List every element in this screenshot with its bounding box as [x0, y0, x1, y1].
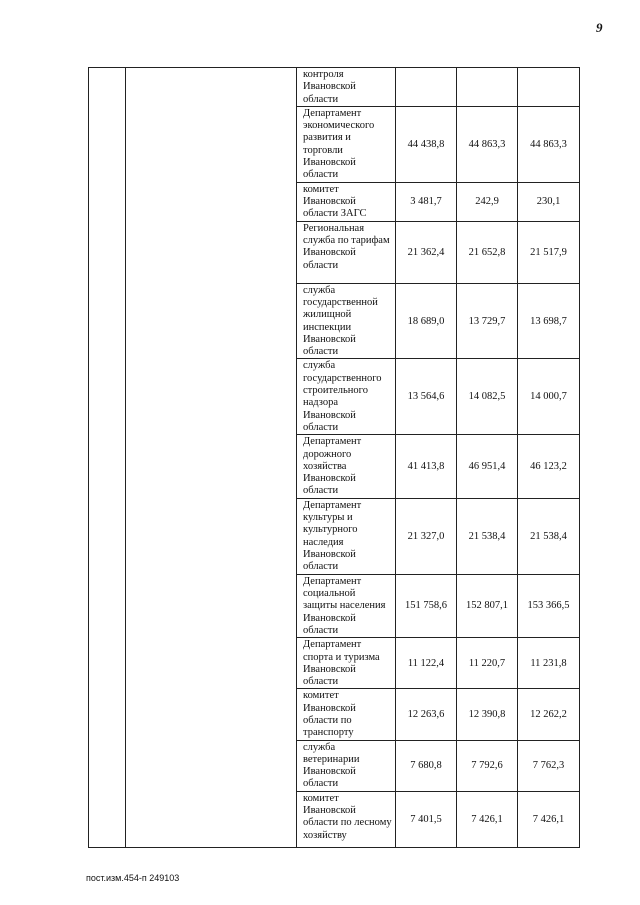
department-name: Региональная служба по тарифам Ивановской области	[297, 221, 396, 283]
value-cell: 14 000,7	[518, 359, 580, 435]
department-name: Департамент дорожного хозяйства Ивановской области	[297, 435, 396, 498]
department-name: Департамент спорта и туризма Ивановской области	[297, 638, 396, 689]
department-name: служба ветеринарии Ивановской области	[297, 740, 396, 791]
table-row	[89, 68, 580, 107]
value-cell: 21 327,0	[396, 498, 457, 574]
value-cell: 46 951,4	[457, 435, 518, 498]
value-cell: 13 729,7	[457, 283, 518, 359]
footer-note: пост.изм.454-п 249103	[86, 873, 180, 883]
page-number: 9	[596, 20, 603, 35]
department-name: комитет Ивановской области по транспорту	[297, 689, 396, 740]
value-cell: 46 123,2	[518, 435, 580, 498]
value-cell: 11 122,4	[396, 638, 457, 689]
value-cell: 3 481,7	[396, 182, 457, 221]
index-column-cell	[89, 68, 126, 848]
value-cell	[518, 68, 580, 107]
value-cell: 12 263,6	[396, 689, 457, 740]
value-cell: 7 680,8	[396, 740, 457, 791]
value-cell: 44 863,3	[518, 106, 580, 182]
value-cell: 11 220,7	[457, 638, 518, 689]
value-cell: 12 262,2	[518, 689, 580, 740]
department-name: служба государственного строительного надзора Ивановской области	[297, 359, 396, 435]
value-cell: 21 652,8	[457, 221, 518, 283]
department-name: контроля Ивановской области	[297, 68, 396, 107]
value-cell: 21 517,9	[518, 221, 580, 283]
department-name: Департамент экономического развития и торговли Ивановской области	[297, 106, 396, 182]
value-cell: 152 807,1	[457, 574, 518, 637]
value-cell: 11 231,8	[518, 638, 580, 689]
department-name: комитет Ивановской области ЗАГС	[297, 182, 396, 221]
value-cell: 13 564,6	[396, 359, 457, 435]
value-cell: 242,9	[457, 182, 518, 221]
value-cell: 18 689,0	[396, 283, 457, 359]
value-cell	[457, 68, 518, 107]
value-cell: 7 401,5	[396, 791, 457, 847]
program-column-cell	[126, 68, 297, 848]
department-name: служба государственной жилищной инспекции Ивановской области	[297, 283, 396, 359]
department-name: Департамент социальной защиты населения Ивановской области	[297, 574, 396, 637]
value-cell: 7 762,3	[518, 740, 580, 791]
department-name: Департамент культуры и культурного наследия Ивановской области	[297, 498, 396, 574]
value-cell: 7 792,6	[457, 740, 518, 791]
department-name: комитет Ивановской области по лесному хозяйству	[297, 791, 396, 847]
value-cell: 12 390,8	[457, 689, 518, 740]
value-cell: 14 082,5	[457, 359, 518, 435]
budget-table	[88, 67, 580, 848]
value-cell: 7 426,1	[518, 791, 580, 847]
value-cell: 153 366,5	[518, 574, 580, 637]
value-cell: 44 438,8	[396, 106, 457, 182]
value-cell: 21 362,4	[396, 221, 457, 283]
value-cell: 21 538,4	[457, 498, 518, 574]
value-cell: 7 426,1	[457, 791, 518, 847]
value-cell: 230,1	[518, 182, 580, 221]
value-cell: 21 538,4	[518, 498, 580, 574]
value-cell: 41 413,8	[396, 435, 457, 498]
value-cell: 44 863,3	[457, 106, 518, 182]
value-cell: 13 698,7	[518, 283, 580, 359]
value-cell: 151 758,6	[396, 574, 457, 637]
value-cell	[396, 68, 457, 107]
